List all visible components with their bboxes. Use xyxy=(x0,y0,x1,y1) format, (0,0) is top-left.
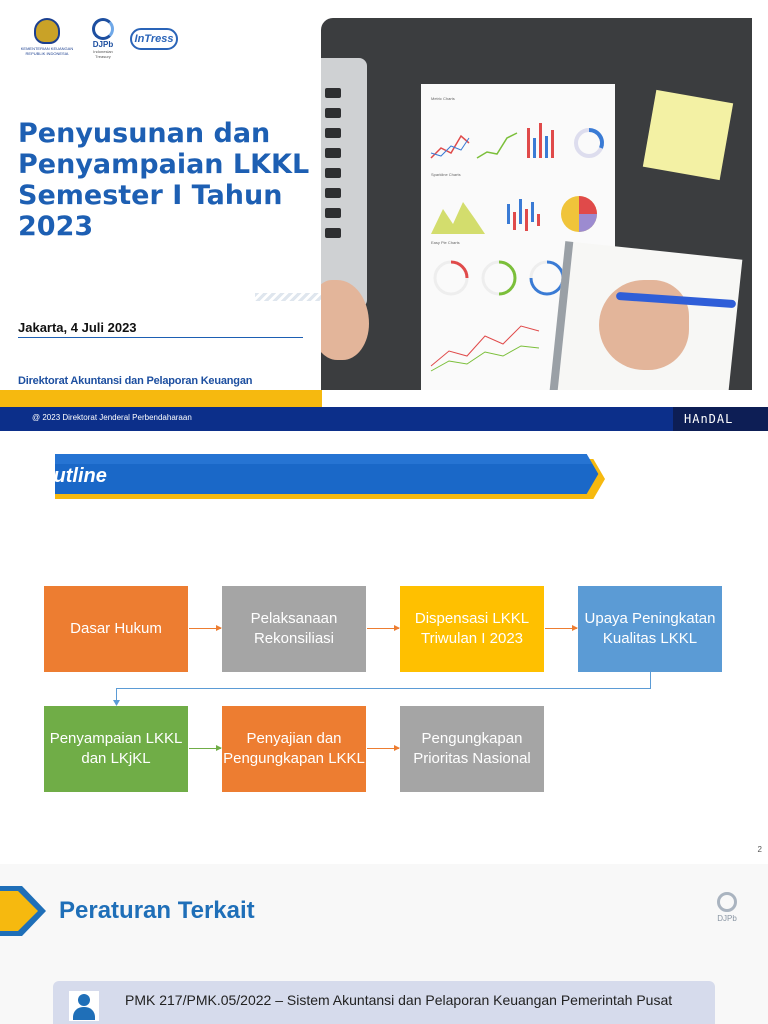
outline-title: Outline xyxy=(38,465,107,487)
flow-arrow xyxy=(189,628,221,629)
djpb-mark-icon xyxy=(92,18,114,40)
divider xyxy=(18,337,303,338)
slide-title: Penyusunan dan Penyampaian LKKL Semester I Tahun 2023 xyxy=(18,118,310,242)
outline-box-dispensasi: Dispensasi LKKL Triwulan I 2023 xyxy=(400,586,544,672)
outline-box-pelaksanaan-rekonsiliasi: Pelaksanaan Rekonsiliasi xyxy=(222,586,366,672)
flow-connector xyxy=(650,672,651,688)
slide-title: Peraturan Terkait xyxy=(59,897,255,924)
djpb-logo-text: DJPb xyxy=(717,914,737,923)
regulation-text: PMK 217/PMK.05/2022 – Sistem Akuntansi dan Pelaporan Keuangan Pemerintah Pusat xyxy=(125,992,673,1008)
peraturan-slide xyxy=(0,864,768,1024)
outline-box-penyampaian: Penyampaian LKKL dan LKjKL xyxy=(44,706,188,792)
djpb-logo-name: DJPb xyxy=(92,40,114,49)
garuda-emblem-icon xyxy=(34,18,60,44)
photo-header: Sparkline Charts xyxy=(431,172,461,177)
accent-bar xyxy=(0,390,322,407)
djpb-logo-sub: Indonesian Treasury xyxy=(93,49,113,59)
chevron-icon xyxy=(0,886,46,936)
djpb-mark-icon xyxy=(717,892,737,912)
sparkline-illustration xyxy=(429,184,609,244)
sticky-note-illustration xyxy=(643,90,733,180)
flow-arrow xyxy=(112,688,121,706)
user-icon xyxy=(69,991,99,1021)
footer-copyright: @ 2023 Direktorat Jenderal Perbendaharaan xyxy=(32,413,192,422)
kemenkeu-logo-text: KEMENTERIAN KEUANGAN REPUBLIK INDONESIA xyxy=(20,46,74,56)
outline-box-upaya-peningkatan: Upaya Peningkatan Kualitas LKKL xyxy=(578,586,722,672)
logo-group xyxy=(18,18,178,62)
outline-slide xyxy=(0,432,768,864)
flow-arrow xyxy=(545,628,577,629)
directorate-name: Direktorat Akuntansi dan Pelaporan Keuangan xyxy=(18,375,253,387)
outline-box-prioritas-nasional: Pengungkapan Prioritas Nasional xyxy=(400,706,544,792)
flow-connector xyxy=(116,688,651,689)
laptop-illustration xyxy=(321,58,367,308)
presentation-date: Jakarta, 4 Juli 2023 xyxy=(18,320,137,335)
kemenkeu-logo xyxy=(18,18,76,62)
decorative-stripes xyxy=(255,293,321,301)
djpb-logo xyxy=(710,892,744,923)
photo-header: Metric Charts xyxy=(431,96,455,101)
flow-arrow xyxy=(367,748,399,749)
handal-logo: HAnDAL xyxy=(684,412,734,426)
djpb-logo xyxy=(86,18,120,62)
regulation-card xyxy=(53,981,715,1024)
cover-photo xyxy=(321,18,752,390)
flow-arrow xyxy=(189,748,221,749)
intress-logo: InTress xyxy=(130,28,178,50)
photo-header: Easy Pie Charts xyxy=(431,240,460,245)
outline-box-penyajian: Penyajian dan Pengungkapan LKKL xyxy=(222,706,366,792)
page-number: 2 xyxy=(757,845,762,854)
flow-arrow xyxy=(367,628,399,629)
title-slide xyxy=(0,0,768,432)
slide-footer xyxy=(0,407,768,431)
line-chart-illustration xyxy=(429,108,609,168)
outline-box-dasar-hukum: Dasar Hukum xyxy=(44,586,188,672)
